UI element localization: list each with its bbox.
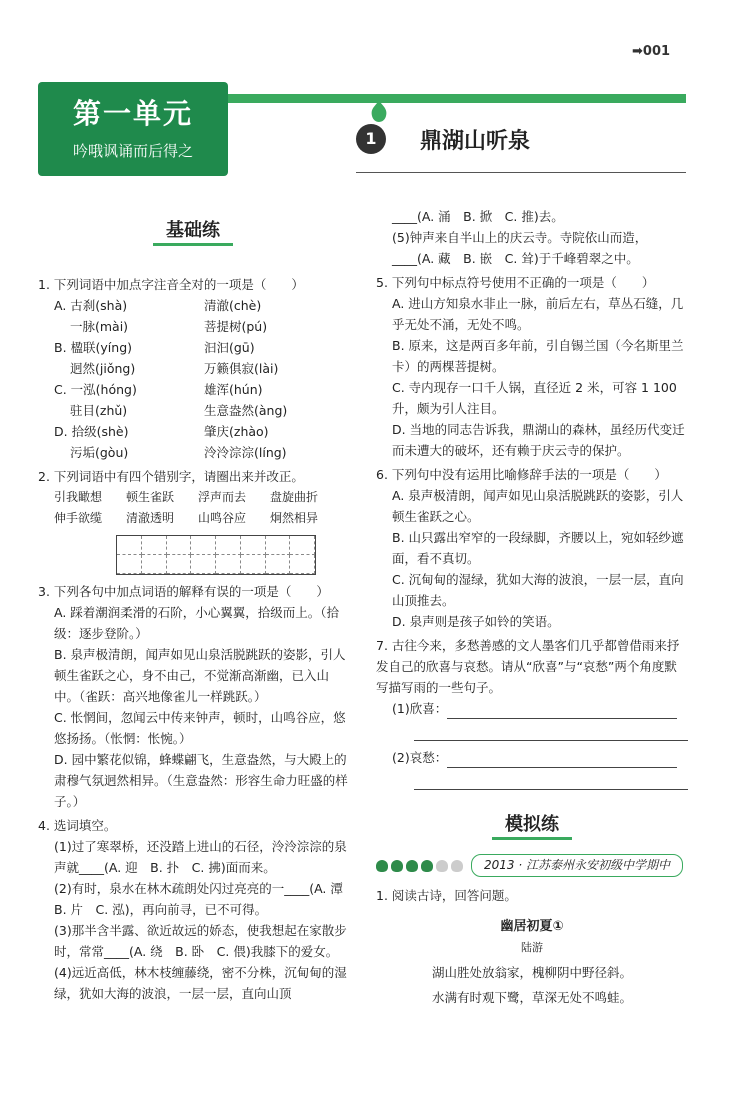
- option-b: B. 泉声极清朗，闻声如见山泉活脱跳跃的姿影，引人顿生雀跃之心，身不由己，不觉渐高渐幽，已入山中。（雀跃：高兴地像雀儿一样跳跃。）: [54, 647, 346, 704]
- option-grid: [38, 295, 348, 463]
- header-bar: [228, 94, 686, 103]
- answer-row-joy: [376, 698, 688, 719]
- option-c: C. 怅惘间，忽闻云中传来钟声，顿时，山鸣谷应，悠悠扬扬。（怅惘：怅惋。）: [54, 710, 346, 746]
- question-5: [376, 272, 688, 461]
- option: 污垢(gòu): [70, 445, 129, 460]
- flame-icon: [376, 860, 388, 872]
- option: 菩提树(pú): [204, 319, 268, 334]
- sub-question: (1)过了寒翠桥，还没踏上进山的石径，泠泠淙淙的泉声就____(A. 迎 B. 扑 C. 拂)面而来。: [54, 839, 347, 875]
- flame-icon: [421, 860, 433, 872]
- question-stem: 5. 下列句中标点符号使用不正确的一项是（ ）: [376, 275, 655, 290]
- left-column: [38, 220, 356, 1004]
- option: C. 一泓(hóng): [54, 382, 137, 397]
- option-d: D. 泉声则是孩子如铃的笑语。: [392, 614, 560, 629]
- option-a: A. 踩着潮润柔滑的石阶，小心翼翼，拾级而上。（拾级：逐步登阶。）: [54, 605, 340, 641]
- section-title-mock: 模拟练: [505, 814, 559, 835]
- option-d: D. 园中繁花似锦，蜂蝶翩飞，生意盎然，与大殿上的肃穆气氛迥然相异。（生意盎然：形容生命力旺盛的样子。）: [54, 752, 348, 809]
- mock-question-1: [376, 885, 688, 1008]
- answer-row-sorrow: [376, 747, 688, 768]
- sub-question: (4)远近高低，林木枝缠藤绕，密不分株，沉甸甸的湿绿，犹如大海的波浪，一层一层，直向山顶: [54, 965, 347, 1001]
- flame-icon: [366, 100, 392, 122]
- answer-line[interactable]: [447, 754, 677, 768]
- question-stem: 4. 选词填空。: [38, 818, 117, 833]
- answer-line[interactable]: [414, 768, 688, 790]
- option-b: B. 原来，这是两百多年前，引自锡兰国（今名斯里兰卡）的两棵菩提树。: [392, 338, 684, 374]
- option-c: C. 沉甸甸的湿绿，犹如大海的波浪，一层一层，直向山顶推去。: [392, 572, 684, 608]
- exam-source: [376, 854, 688, 877]
- option: 肇庆(zhào): [204, 424, 269, 439]
- word: 伸手欲缆: [54, 511, 103, 525]
- unit-title: 第一单元: [72, 97, 193, 130]
- sub-question: (3)那半含半露、欲近故远的娇态，使我想起在家散步时，常常____(A. 绕 B. 卧 C. 偎)我膝下的爱女。: [54, 923, 347, 959]
- word: 炯然相异: [270, 511, 319, 525]
- question-4: [38, 815, 356, 1004]
- option: 清澈(chè): [204, 298, 262, 313]
- option: 一脉(mài): [70, 319, 129, 334]
- section-title-basic: 基础练: [166, 220, 220, 241]
- flame-icon: [436, 860, 448, 872]
- sub-question: (5)钟声来自半山上的庆云寺。寺院依山而造，____(A. 藏 B. 嵌 C. 耸)于千峰碧翠之中。: [392, 230, 648, 266]
- answer-label: (2)哀愁：: [392, 750, 448, 765]
- option: 生意盎然(àng): [204, 403, 288, 418]
- poem-line: 水满有时观下鹭，草深无处不鸣蛙。: [431, 990, 632, 1005]
- exam-tag: 2013 · 江苏泰州永安初级中学期中: [471, 854, 683, 877]
- option: A. 古刹(shà): [54, 298, 128, 313]
- page-number: ➡001: [632, 44, 671, 59]
- question-7: [376, 635, 688, 790]
- flame-icon: [391, 860, 403, 872]
- option: D. 拾级(shè): [54, 424, 129, 439]
- option: B. 楹联(yíng): [54, 340, 133, 355]
- unit-subtitle: 吟哦讽诵而后得之: [72, 142, 193, 160]
- difficulty-rating: [376, 860, 463, 872]
- word: 山鸣谷应: [198, 511, 247, 525]
- question-stem: 1. 下列词语中加点字注音全对的一项是（ ）: [38, 277, 304, 292]
- question-6: [376, 464, 688, 632]
- word: 引我瞰想: [54, 490, 103, 504]
- question-stem: 2. 下列词语中有四个错别字，请圈出来并改正。: [38, 469, 304, 484]
- option-c: C. 寺内现存一口千人锅，直径近 2 米，可容 1 100 升，颇为引人注目。: [392, 380, 677, 416]
- poem-line: 湖山胜处放翁家，槐柳阴中野径斜。: [431, 965, 632, 980]
- lesson-number: 1: [356, 124, 386, 154]
- option: 汩汩(gū): [204, 340, 255, 355]
- poem-author: 陆游: [521, 941, 543, 954]
- question-stem: 6. 下列句中没有运用比喻修辞手法的一项是（ ）: [376, 467, 667, 482]
- answer-grid[interactable]: [116, 535, 316, 575]
- word: 顿生雀跃: [126, 490, 175, 504]
- right-column: [376, 206, 688, 1008]
- question-stem: 1. 阅读古诗，回答问题。: [376, 888, 517, 903]
- poem-title: 幽居初夏①: [500, 919, 564, 934]
- word: 盘旋曲折: [270, 490, 319, 504]
- option: 万籁俱寂(lài): [204, 361, 279, 376]
- question-stem: 3. 下列各句中加点词语的解释有误的一项是（ ）: [38, 584, 329, 599]
- flame-icon: [451, 860, 463, 872]
- word-list: [38, 487, 348, 529]
- sub-question: ____(A. 涌 B. 掀 C. 推)去。: [392, 209, 564, 224]
- word: 浮声而去: [198, 490, 247, 504]
- title-divider: [356, 172, 686, 173]
- flame-icon: [406, 860, 418, 872]
- option: 驻目(zhǔ): [70, 403, 128, 418]
- answer-line[interactable]: [447, 705, 677, 719]
- option-d: D. 当地的同志告诉我，鼎湖山的森林，虽经历代变迁而未遭大的破坏，还有赖于庆云寺的保护。: [392, 422, 685, 458]
- option-b: B. 山只露出窄窄的一段绿脚，齐腰以上，宛如轻纱遮面，看不真切。: [392, 530, 684, 566]
- word: 清澈透明: [126, 511, 175, 525]
- question-2: [38, 466, 348, 575]
- question-3: [38, 581, 348, 812]
- option: 泠泠淙淙(líng): [204, 445, 287, 460]
- lesson-title: 鼎湖山听泉: [420, 129, 531, 154]
- option-a: A. 进山方知泉水非止一脉，前后左右，草丛石缝，几乎无处不涌，无处不鸣。: [392, 296, 684, 332]
- section-underline: [492, 837, 572, 840]
- question-stem: 7. 古往今来，多愁善感的文人墨客们几乎都曾借雨来抒发自己的欣喜与哀愁。请从“欣喜”与“哀愁”两个角度默写描写雨的一些句子。: [376, 638, 680, 695]
- question-1: [38, 274, 348, 463]
- answer-line[interactable]: [414, 719, 688, 741]
- option: 迥然(jiǒng): [70, 361, 136, 376]
- option-a: A. 泉声极清朗，闻声如见山泉活脱跳跃的姿影，引人顿生雀跃之心。: [392, 488, 684, 524]
- answer-label: (1)欣喜：: [392, 701, 448, 716]
- sub-question: (2)有时，泉水在林木疏朗处闪过亮亮的一____(A. 潭 B. 片 C. 泓)，再向前寻，已不可得。: [54, 881, 356, 917]
- unit-banner: [38, 82, 228, 176]
- section-underline: [153, 243, 233, 246]
- option: 雄浑(hún): [204, 382, 263, 397]
